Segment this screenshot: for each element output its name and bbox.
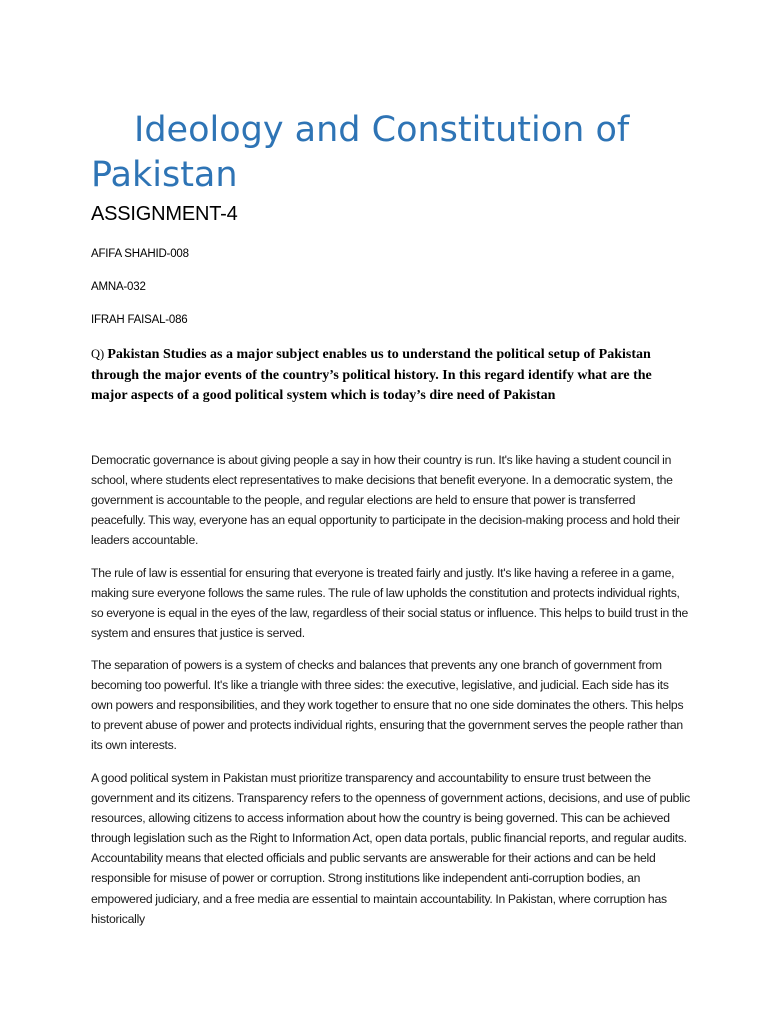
assignment-subtitle: ASSIGNMENT-4 (91, 203, 238, 225)
body-paragraph: The rule of law is essential for ensuring that everyone is treated fairly and justly. It's like having a referee in a game, making sure everyone follows the same rules. The rule of law upholds the constitution and protects individual rights, so everyone is equal in the eyes of the law, regardless of their social status or influence. This helps to build trust in the system and ensures that justice is served. (91, 566, 689, 641)
author-line: AMNA-032 (91, 281, 146, 293)
document-title: Ideology and Constitution of Pakistan (91, 110, 630, 195)
question-block (91, 344, 691, 407)
question-label: Q) (91, 347, 108, 361)
question-text: Pakistan Studies as a major subject enables us to understand the political setup of Pakistan through the major events of the country’s political history. In this regard identify what are the major aspects of a good political system which is today’s dire need of Pakistan (91, 347, 652, 403)
author-line: IFRAH FAISAL-086 (91, 314, 188, 326)
body-paragraph: The separation of powers is a system of checks and balances that prevents any one branch of government from becoming too powerful. It's like a triangle with three sides: the executive, legislative, and judicial. Each side has its own powers and responsibilities, and they work together to ensure that no one side dominates the others. This helps to prevent abuse of power and protects individual rights, ensuring that the government serves the people rather than its own interests. (91, 658, 684, 753)
author-line: AFIFA SHAHID-008 (91, 248, 189, 260)
body-paragraph: A good political system in Pakistan must prioritize transparency and accountability to ensure trust between the government and its citizens. Transparency refers to the openness of government actions, decisions, and use of public resources, allowing citizens to access information about how the country is being governed. This can be achieved through legislation such as the Right to Information Act, open data portals, public financial reports, and regular audits. Accountability means that elected officials and public servants are answerable for their actions and can be held responsible for misuse of power or corruption. Strong institutions like independent anti-corruption bodies, an empowered judiciary, and a free media are essential to maintain accountability. In Pakistan, where corruption has historically (91, 771, 690, 926)
body-paragraph: Democratic governance is about giving people a say in how their country is run. It's like having a student council in school, where students elect representatives to make decisions that benefit everyone. In a democratic system, the government is accountable to the people, and regular elections are held to ensure that power is transferred peacefully. This way, everyone has an equal opportunity to participate in the decision-making process and hold their leaders accountable. (91, 453, 680, 548)
